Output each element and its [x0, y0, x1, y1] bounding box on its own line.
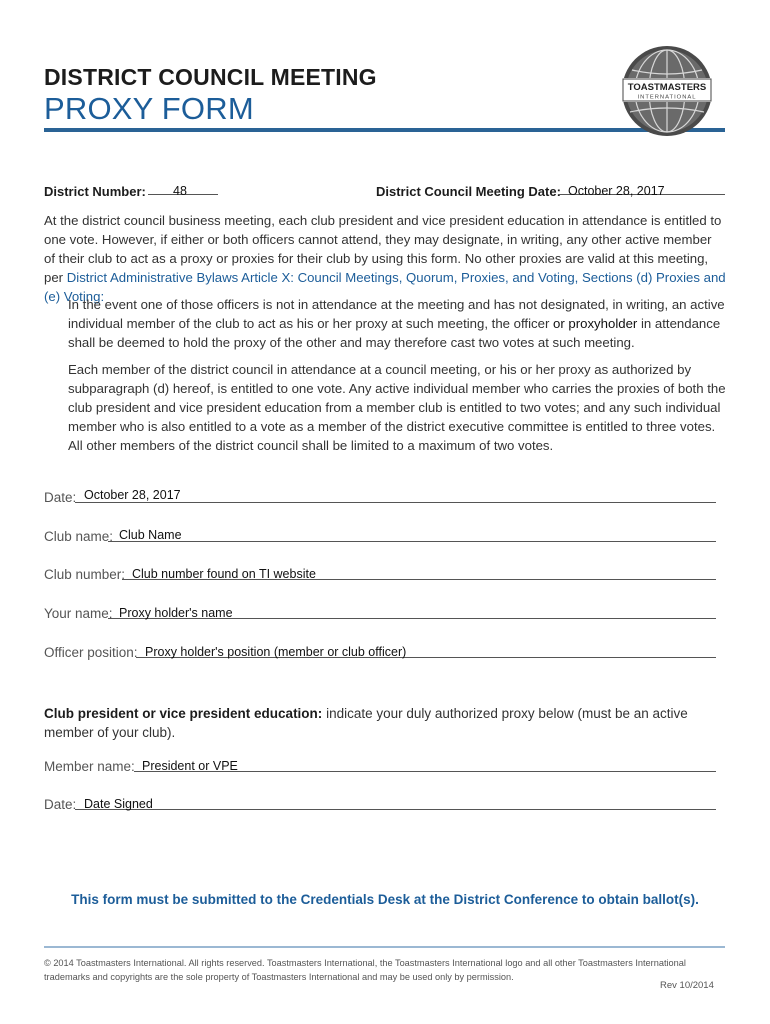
signed-date-field[interactable]: Date Signed	[84, 797, 153, 811]
district-number-label: District Number:	[44, 184, 146, 199]
date-line	[75, 502, 716, 503]
date-label: Date:	[44, 490, 77, 505]
meeting-date-value[interactable]: October 28, 2017	[568, 184, 665, 198]
club-number-label: Club number:	[44, 567, 126, 582]
toastmasters-logo	[620, 44, 714, 138]
form-subtitle: PROXY FORM	[44, 91, 254, 126]
club-name-label: Club name:	[44, 529, 114, 544]
officer-instructions-text: indicate your duly authorized proxy below (must be an active member of your club).	[44, 706, 688, 740]
revision-label: Rev 10/2014	[660, 980, 714, 991]
district-number-value[interactable]: 48	[173, 184, 187, 198]
quote-d-text-2: in attendance shall be deemed to hold the proxy of the other and may therefore cast two votes at such meeting.	[68, 316, 721, 350]
your-name-field[interactable]: Proxy holder's name	[119, 606, 233, 620]
signed-date-line	[75, 809, 716, 810]
footer-rule	[44, 946, 725, 948]
signed-date-label: Date:	[44, 797, 77, 812]
date-field[interactable]: October 28, 2017	[84, 488, 181, 502]
logo-text-top: TOASTMASTERS	[627, 82, 707, 93]
your-name-label: Your name:	[44, 606, 113, 621]
quote-d-inserted: or proxyholder	[553, 316, 638, 331]
member-name-label: Member name:	[44, 759, 135, 774]
club-number-field[interactable]: Club number found on TI website	[132, 567, 316, 581]
officer-instructions	[44, 704, 726, 742]
copyright-notice: © 2014 Toastmasters International. All rights reserved. Toastmasters International, the Toastmasters International logo and all other Toastmasters International trademarks and copyrights are the sole property of Toastmasters International and may be used only by permission.	[44, 958, 686, 982]
officer-position-field[interactable]: Proxy holder's position (member or club officer)	[145, 645, 407, 659]
bylaws-reference: District Administrative Bylaws Article X: Council Meetings, Quorum, Proxies, and Voting, Sections (d) Proxies and (e) Voting:	[44, 270, 726, 304]
officer-instructions-heading: Club president or vice president education:	[44, 706, 323, 721]
meeting-date-label: District Council Meeting Date:	[376, 184, 561, 199]
bylaws-quote-d	[68, 295, 726, 352]
club-name-field[interactable]: Club Name	[119, 528, 182, 542]
quote-d-text-1: In the event one of those officers is not in attendance at the meeting and has not designated, in writing, an active individual member of the club to act as his or her proxy at such meeting, the officer	[68, 297, 725, 331]
officer-position-label: Officer position:	[44, 645, 138, 660]
member-name-field[interactable]: President or VPE	[142, 759, 238, 773]
club-name-line	[108, 541, 716, 542]
intro-text: At the district council business meeting, each club president and vice president education in attendance is entitled to one vote. However, if either or both officers cannot attend, they may designate, in writing, any other active member of their club to act as a proxy or proxies for their club by using this form. No other proxies are valid at this meeting, per	[44, 213, 722, 285]
logo-text-bottom: INTERNATIONAL	[637, 94, 697, 101]
intro-paragraph	[44, 211, 726, 306]
bylaws-quote-e: Each member of the district council in attendance at a council meeting, or his or her proxy as authorized by subparagraph (d) hereof, is entitled to one vote. Any active individual member who carries the proxies of both the club president and vice president education from a member club is entitled to two votes; and any such individual member who is also entitled to a vote as a member of the district executive committee is entitled to three votes. All other members of the district council shall be limited to a maximum of two votes.	[68, 362, 726, 453]
form-title: DISTRICT COUNCIL MEETING	[44, 64, 377, 90]
submission-note: This form must be submitted to the Credentials Desk at the District Conference to obtain ballot(s).	[71, 892, 699, 907]
